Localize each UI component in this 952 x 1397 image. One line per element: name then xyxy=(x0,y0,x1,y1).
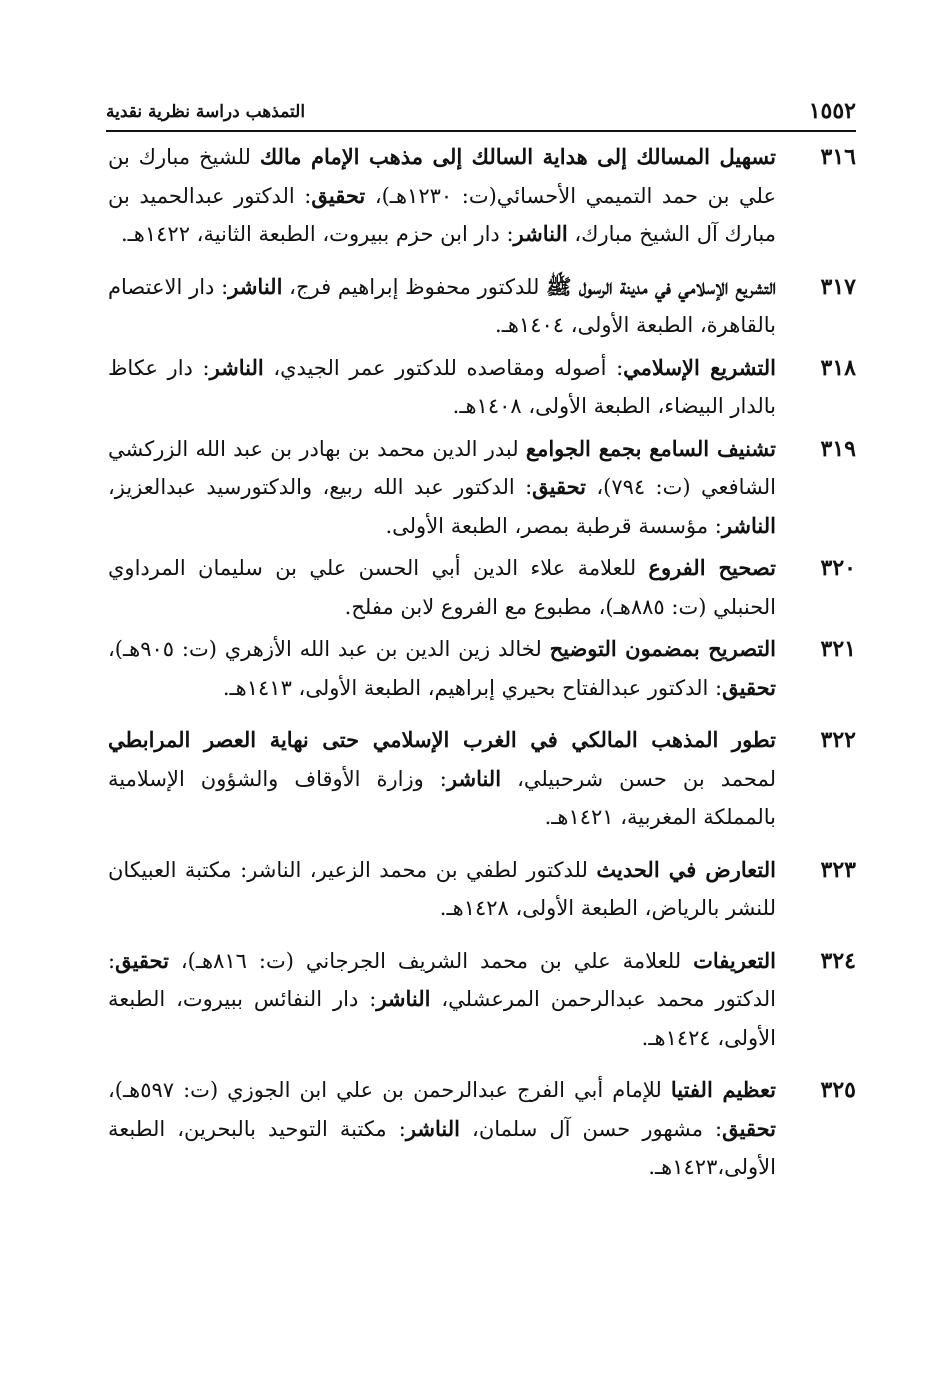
bibliography-entry xyxy=(108,138,856,254)
entry-body: للعلامة علي بن محمد الشريف الجرجاني (ت: ٨١٦هـ)، xyxy=(168,948,694,973)
entry-text xyxy=(108,630,776,707)
entry-body: لبدر الدين محمد بن بهادر بن عبد الله الزركشي الشافعي (ت: ٧٩٤)، xyxy=(108,436,776,499)
entry-body: : مشهور حسن آل سلمان، xyxy=(459,1116,723,1141)
bibliography-entry xyxy=(108,268,856,345)
page-number: ١٥٥٢ xyxy=(808,98,856,124)
entry-body: : دار ابن حزم ببيروت، الطبعة الثانية، ١٤٢٢هـ. xyxy=(120,222,514,246)
entry-label: تحقيق xyxy=(311,182,366,208)
entry-number: ٣١٦ xyxy=(820,144,856,170)
entry-body: : الدكتور عبد الله ربيع، والدكتورسيد عبدالعزيز، xyxy=(108,475,533,499)
entry-number: ٣١٨ xyxy=(820,354,856,381)
entry-number: ٣٢٥ xyxy=(820,1077,856,1103)
entry-text xyxy=(108,268,776,345)
entry-label: تحقيق xyxy=(532,474,587,499)
entry-body: : مكتبة التوحيد بالبحرين، الطبعة الأولى،١٤٢٣هـ. xyxy=(108,1116,776,1179)
running-header xyxy=(106,96,856,132)
entry-title: التصريح بمضمون التوضيح xyxy=(549,636,777,661)
entry-text xyxy=(108,349,776,426)
bibliography-list xyxy=(108,138,856,1191)
entry-body: للدكتور محفوظ إبراهيم فرج، xyxy=(282,274,547,299)
entry-label: الناشر xyxy=(721,512,776,538)
entry-text xyxy=(108,430,776,546)
entry-text xyxy=(108,851,776,928)
bibliography-entry xyxy=(108,430,856,546)
entry-body: : الدكتور عبدالفتاح بحيري إبراهيم، الطبعة الأولى، ١٤١٣هـ. xyxy=(222,675,723,700)
entry-number: ٣٢٢ xyxy=(820,727,856,753)
entry-body: : مؤسسة قرطبة بمصر، الطبعة الأولى. xyxy=(385,513,722,538)
entry-number: ٣١٧ xyxy=(820,273,856,300)
entry-number: ٣٢٠ xyxy=(820,555,856,581)
bibliography-entry xyxy=(108,1071,856,1187)
entry-title: تشنيف السامع بجمع الجوامع xyxy=(525,435,776,461)
entry-title: التشريع الإسلامي في مدينة الرسول ﷺ xyxy=(546,273,777,299)
entry-body: لخالد زين الدين بن عبد الله الأزهري (ت: ٩٠٥هـ)، xyxy=(108,637,550,661)
entry-number: ٣١٩ xyxy=(820,435,856,462)
entry-body: للشيخ مبارك بن علي بن حمد التميمي الأحسائي(ت: ١٢٣٠هـ)، xyxy=(108,145,776,208)
entry-label: الناشر xyxy=(376,986,431,1011)
entry-body: : دار النفائس ببيروت، الطبعة الأولى، ١٤٢٤هـ. xyxy=(108,987,776,1050)
entry-body: : دار الاعتصام بالقاهرة، الطبعة الأولى، ١٤٠٤هـ. xyxy=(108,274,776,337)
entry-text xyxy=(108,549,776,626)
entry-title: تطور المذهب المالكي في الغرب الإسلامي حتى نهاية العصر المرابطي xyxy=(108,727,776,752)
entry-text xyxy=(108,1071,776,1187)
bibliography-entry xyxy=(108,851,856,928)
entry-body: : الدكتور عبدالحميد بن مبارك آل الشيخ مبارك، xyxy=(108,183,776,246)
entry-body: لمحمد بن حسن شرحبيلي، xyxy=(501,766,776,791)
bibliography-entry xyxy=(108,349,856,426)
entry-title: تصحيح الفروع xyxy=(648,555,776,580)
entry-title: تعظيم الفتيا xyxy=(670,1077,776,1102)
entry-label: الناشر xyxy=(513,221,568,246)
entry-number: ٣٢٣ xyxy=(820,856,856,883)
entry-title: التعريفات xyxy=(693,947,776,973)
entry-body: : وزارة الأوقاف والشؤون الإسلامية بالمملكة المغربية، ١٤٢١هـ. xyxy=(108,766,776,829)
bibliography-entry xyxy=(108,549,856,626)
entry-label: الناشر xyxy=(228,273,283,299)
entry-label: الناشر xyxy=(209,354,264,380)
entry-body: : أصوله ومقاصده للدكتور عمر الجيدي، xyxy=(263,355,624,380)
entry-label: تحقيق xyxy=(115,947,169,973)
bibliography-entry xyxy=(108,630,856,707)
entry-label: الناشر xyxy=(446,765,502,791)
entry-text xyxy=(108,942,776,1058)
entry-body: : دار عكاظ بالدار البيضاء، الطبعة الأولى، ١٤٠٨هـ. xyxy=(108,355,776,418)
entry-title: التعارض في الحديث xyxy=(596,856,776,882)
entry-body: للدكتور لطفي بن محمد الزعير، الناشر: مكتبة العبيكان للنشر بالرياض، الطبعة الأولى، ١٤٢٨هـ. xyxy=(108,857,776,920)
entry-number: ٣٢٤ xyxy=(820,947,856,974)
running-title: التمذهب دراسة نظرية نقدية xyxy=(106,102,306,122)
entry-number: ٣٢١ xyxy=(820,636,856,662)
entry-body: للإمام أبي الفرج عبدالرحمن بن علي ابن الجوزي (ت: ٥٩٧هـ)، xyxy=(108,1078,671,1102)
entry-label: تحقيق xyxy=(722,1115,776,1141)
entry-text xyxy=(108,721,776,837)
entry-title: التشريع الإسلامي xyxy=(623,354,777,380)
entry-title: تسهيل المسالك إلى هداية السالك إلى مذهب الإمام مالك xyxy=(259,144,776,169)
entry-body: : الدكتور محمد عبدالرحمن المرعشلي، xyxy=(108,948,777,1011)
entry-text xyxy=(108,138,776,254)
entry-label: الناشر xyxy=(405,1115,460,1141)
entry-body: للعلامة علاء الدين أبي الحسن علي بن سليمان المرداوي الحنبلي (ت: ٨٨٥هـ)، مطبوع مع الفروع لابن مفلح. xyxy=(108,556,776,619)
bibliography-entry xyxy=(108,721,856,837)
entry-label: تحقيق xyxy=(722,674,776,700)
bibliography-entry xyxy=(108,942,856,1058)
